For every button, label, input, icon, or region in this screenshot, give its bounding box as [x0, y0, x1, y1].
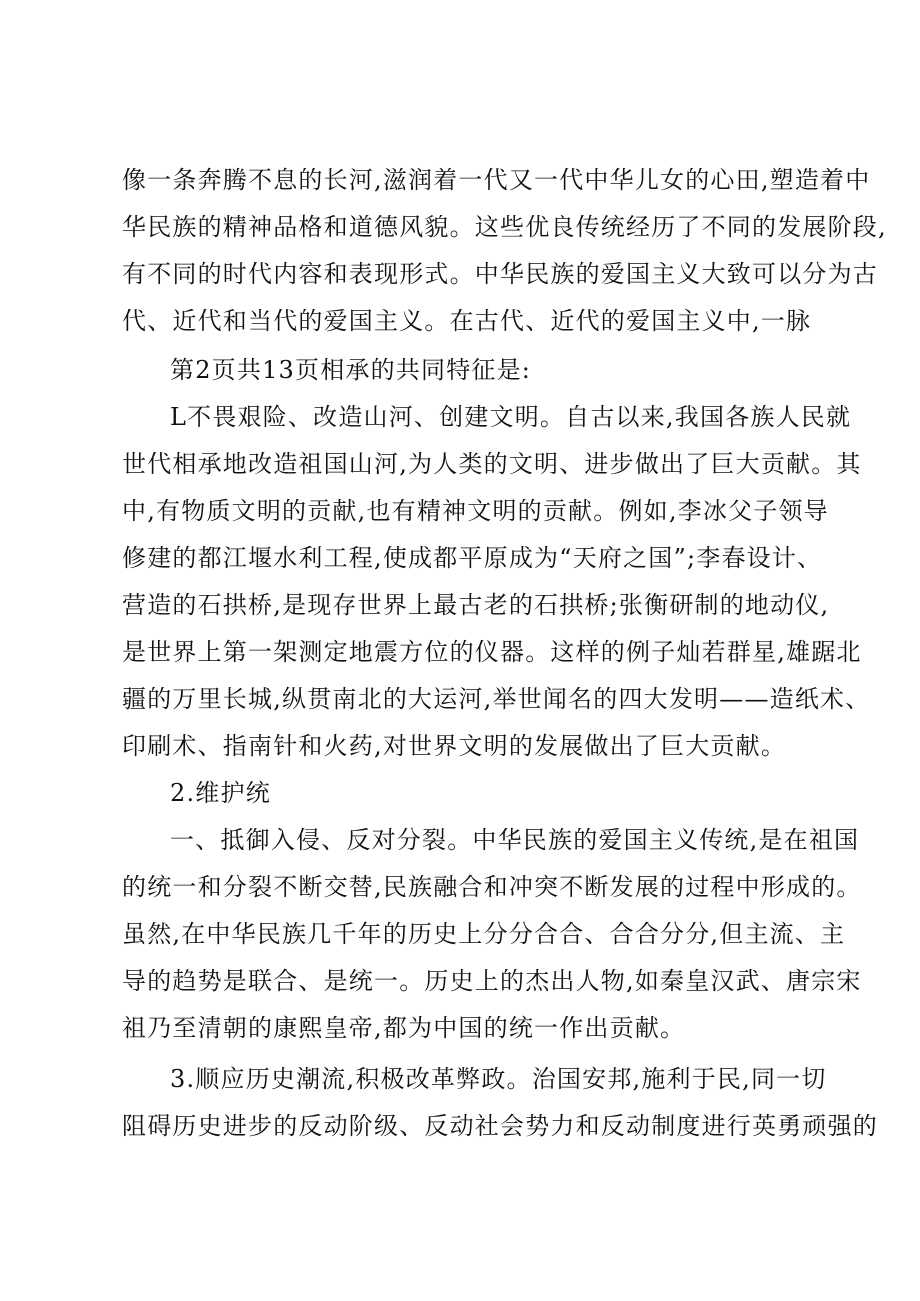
text-line: 世代相承地改造祖国山河,为人类的文明、进步做出了巨大贡献。其 [122, 450, 862, 478]
text-line: 一、抵御入侵、反对分裂。中华民族的爱国主义传统,是在祖国 [170, 826, 860, 854]
text-line: L不畏艰险、改造山河、创建文明。自古以来,我国各族人民就 [170, 403, 852, 431]
text-line: 修建的都江堰水利工程,使成都平原成为“天府之国”;李春设计、 [122, 544, 823, 572]
text-line: 代、近代和当代的爱国主义。在古代、近代的爱国主义中,一脉 [122, 307, 812, 335]
text-line: 华民族的精神品格和道德风貌。这些优良传统经历了不同的发展阶段, [122, 213, 887, 241]
text-line: 营造的石拱桥,是现存世界上最古老的石拱桥;张衡研制的地动仪, [122, 591, 830, 619]
page-number-line: 第2页共13页相承的共同特征是: [170, 356, 532, 384]
text-line: 是世界上第一架测定地震方位的仪器。这样的例子灿若群星,雄踞北 [122, 638, 862, 666]
text-line: 阻碍历史进步的反动阶级、反动社会势力和反动制度进行英勇顽强的 [122, 1112, 878, 1140]
section-heading: 2.维护统 [170, 779, 271, 807]
text-line: 疆的万里长城,纵贯南北的大运河,举世闻名的四大发明——造纸术、 [122, 685, 871, 713]
text-line: 3.顺应历史潮流,积极改革弊政。治国安邦,施利于民,同一切 [170, 1065, 827, 1093]
text-line: 的统一和分裂不断交替,民族融合和冲突不断发展的过程中形成的。 [122, 873, 862, 901]
text-line: 中,有物质文明的贡献,也有精神文明的贡献。例如,李冰父子领导 [122, 497, 829, 525]
text-line: 印刷术、指南针和火药,对世界文明的发展做出了巨大贡献。 [122, 732, 787, 760]
text-line: 导的趋势是联合、是统一。历史上的杰出人物,如秦皇汉武、唐宗宋 [122, 967, 862, 995]
text-line: 有不同的时代内容和表现形式。中华民族的爱国主义大致可以分为古 [122, 260, 878, 288]
text-line: 像一条奔腾不息的长河,滋润着一代又一代中华儿女的心田,塑造着中 [122, 166, 871, 194]
text-line: 祖乃至清朝的康熙皇帝,都为中国的统一作出贡献。 [122, 1014, 686, 1042]
text-line: 虽然,在中华民族几千年的历史上分分合合、合合分分,但主流、主 [122, 920, 846, 948]
